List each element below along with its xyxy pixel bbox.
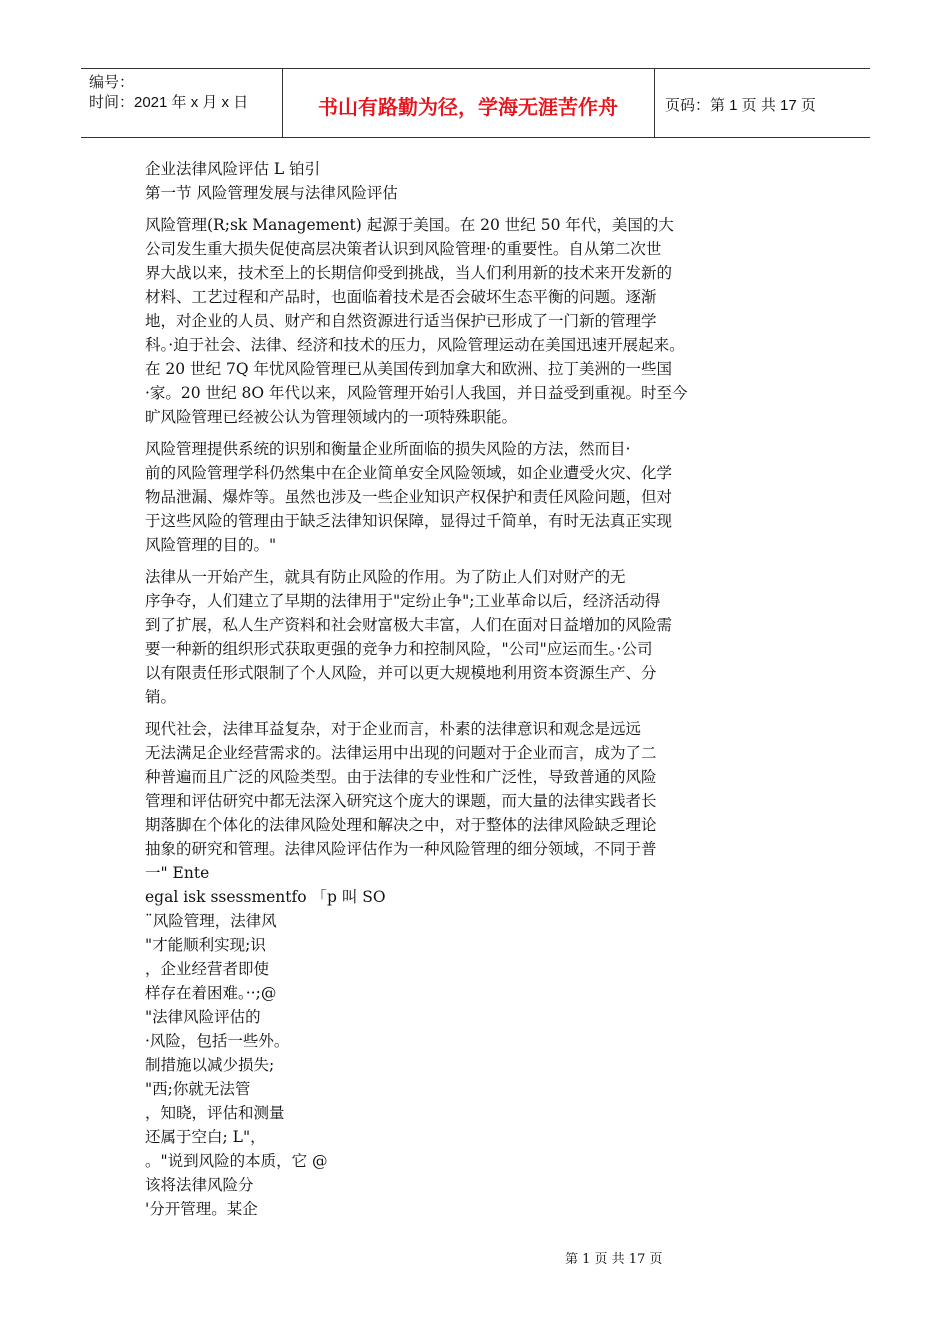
body-text-line: 抽象的研究和管理。法律风险评估作为一种风险管理的细分领域，不同于普 <box>145 840 657 858</box>
document-date: 时间：2021 年 x 月 x 日 <box>89 94 249 111</box>
body-text-line: 。"说到风险的本质，它 @ <box>145 1152 328 1170</box>
body-text-line: 前的风险管理学科仍然集中在企业简单安全风险领域，如企业遭受火灾、化学 <box>145 464 673 482</box>
body-text-line: ¨风险管理，法律风 <box>145 912 277 930</box>
body-text-line: 无法满足企业经营需求的。法律运用中出现的问题对于企业而言，成为了二 <box>145 744 657 762</box>
body-text-line: 管理和评估研究中都无法深入研究这个庞大的课题，而大量的法律实践者长 <box>145 792 657 810</box>
header-meta-cell <box>81 69 283 137</box>
body-text-line: ·家。20 世纪 8O 年代以来，风险管理开始引人我国，并日益受到重视。时至今 <box>145 384 688 402</box>
body-text-line: "才能顺利实现;识 <box>145 936 266 954</box>
body-text-line: 旷风险管理已经被公认为管理领域内的一项特殊职能。 <box>145 408 518 426</box>
body-text-line: 期落脚在个体化的法律风险处理和解决之中，对于整体的法律风险缺乏理论 <box>145 816 657 834</box>
body-text-line: 风险管理的目的。" <box>145 536 277 554</box>
body-text-line: 物品泄漏、爆炸等。虽然也涉及一些企业知识产权保护和责任风险问题，但对 <box>145 488 673 506</box>
body-text-line: 现代社会，法律耳益复杂，对于企业而言，朴素的法律意识和观念是远远 <box>145 720 642 738</box>
body-text-line: ·风险，包括一些外。 <box>145 1032 290 1050</box>
document-body <box>145 157 745 1221</box>
body-text-line: 科。·迫于社会、法律、经济和技术的压力，风险管理运动在美国迅速开展起来。 <box>145 336 685 354</box>
body-text-line: 制措施以减少损失; <box>145 1056 275 1074</box>
body-text-line: 序争夺，人们建立了早期的法律用于"定纷止争";工业革命以后，经济活动得 <box>145 592 661 610</box>
body-text-line: 种普遍而且广泛的风险类型。由于法律的专业性和广泛性，导致普通的风险 <box>145 768 657 786</box>
body-text-line: "法律风险评估的 <box>145 1008 261 1026</box>
body-text-line: ，企业经营者即使 <box>145 960 270 978</box>
body-text-line: 该将法律风险分 <box>145 1176 254 1194</box>
body-text-line: 法律从一开始产生，就具有防止风险的作用。为了防止人们对财产的无 <box>145 568 626 586</box>
body-text-line: "西;你就无法管 <box>145 1080 251 1098</box>
page-footer: 第 1 页 共 17 页 <box>565 1252 663 1267</box>
body-text-line: 风险管理提供系统的识别和衡量企业所面临的损失风险的方法，然而目· <box>145 440 631 458</box>
header-motto-cell <box>282 69 655 137</box>
header-page-number: 页码：第 1 页 共 17 页 <box>665 97 816 114</box>
body-text-line: 在 20 世纪 7Q 年忧风险管理已从美国传到加拿大和欧洲、拉丁美洲的一些国 <box>145 360 673 378</box>
body-text-line: 一" Ente <box>145 864 210 882</box>
header-page-cell <box>654 69 870 137</box>
body-text-line: 界大战以来，技术至上的长期信仰受到挑战，当人们利用新的技术来开发新的 <box>145 264 673 282</box>
page-header <box>81 68 870 138</box>
body-text-line: ，知晓，评估和测量 <box>145 1104 285 1122</box>
body-text-line: 于这些风险的管理由于缺乏法律知识保障，显得过千简单，有时无法真正实现 <box>145 512 673 530</box>
body-text-line: '分开管理。某企 <box>145 1200 258 1218</box>
body-text-line: 第一节 风险管理发展与法律风险评估 <box>145 184 398 202</box>
header-motto: 书山有路勤为径，学海无涯苦作舟 <box>318 95 618 119</box>
body-text-line: 企业法律风险评估 L 铂引 <box>145 160 321 178</box>
document-number-label: 编号： <box>89 74 135 91</box>
body-text-line: 风险管理(R;sk Management) 起源于美国。在 20 世纪 50 年代，美国的大 <box>145 216 674 234</box>
body-text-line: 样存在着困难。··;@ <box>145 984 277 1002</box>
body-text-line: 到了扩展，私人生产资料和社会财富极大丰富，人们在面对日益增加的风险需 <box>145 616 673 634</box>
body-text-line: 公司发生重大损失促使高层决策者认识到风险管理·的重要性。自从第二次世 <box>145 240 662 258</box>
body-text-line: egal isk ssessmentfo 「p 叫 SO <box>145 888 386 906</box>
body-text-line: 以有限责任形式限制了个人风险，并可以更大规模地利用资本资源生产、分 <box>145 664 657 682</box>
body-text-line: 要一种新的组织形式获取更强的竞争力和控制风险，"公司"应运而生。·公司 <box>145 640 653 658</box>
body-text-line: 销。 <box>145 688 177 706</box>
body-text-line: 地，对企业的人员、财产和自然资源进行适当保护已形成了一门新的管理学 <box>145 312 657 330</box>
body-text-line: 材料、工艺过程和产品时，也面临着技术是否会破坏生态平衡的问题。逐渐 <box>145 288 657 306</box>
body-text-line: 还属于空白; L"， <box>145 1128 266 1146</box>
